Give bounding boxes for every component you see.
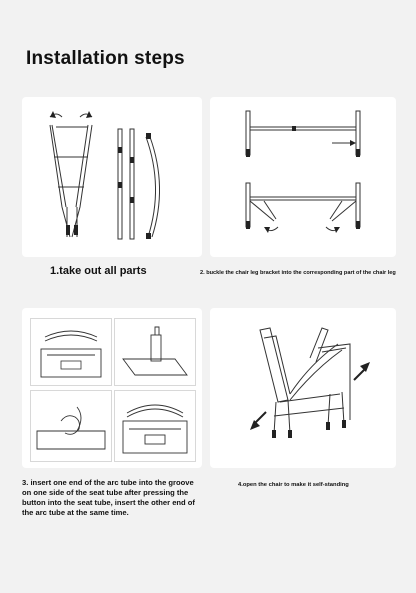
step3-caption: 3. insert one end of the arc tube into the groove on one side of the seat tube after pressing the button into the seat tube, insert the other end of the arc tube at the same time. — [22, 478, 195, 517]
step2-caption: 2. buckle the chair leg bracket into the corresponding part of the chair leg — [200, 270, 396, 276]
step1-illustration — [22, 97, 202, 257]
step3-illustration — [22, 308, 202, 468]
page-title: Installation steps — [26, 48, 185, 69]
step3-view-a — [30, 318, 112, 386]
step4-caption: 4.open the chair to make it self-standing — [238, 482, 349, 488]
step1-caption: 1.take out all parts — [50, 265, 147, 277]
step3-view-d — [114, 390, 196, 462]
step3-view-b — [114, 318, 196, 386]
step3-view-c — [30, 390, 112, 462]
step4-illustration — [210, 308, 396, 468]
step2-illustration — [210, 97, 396, 257]
